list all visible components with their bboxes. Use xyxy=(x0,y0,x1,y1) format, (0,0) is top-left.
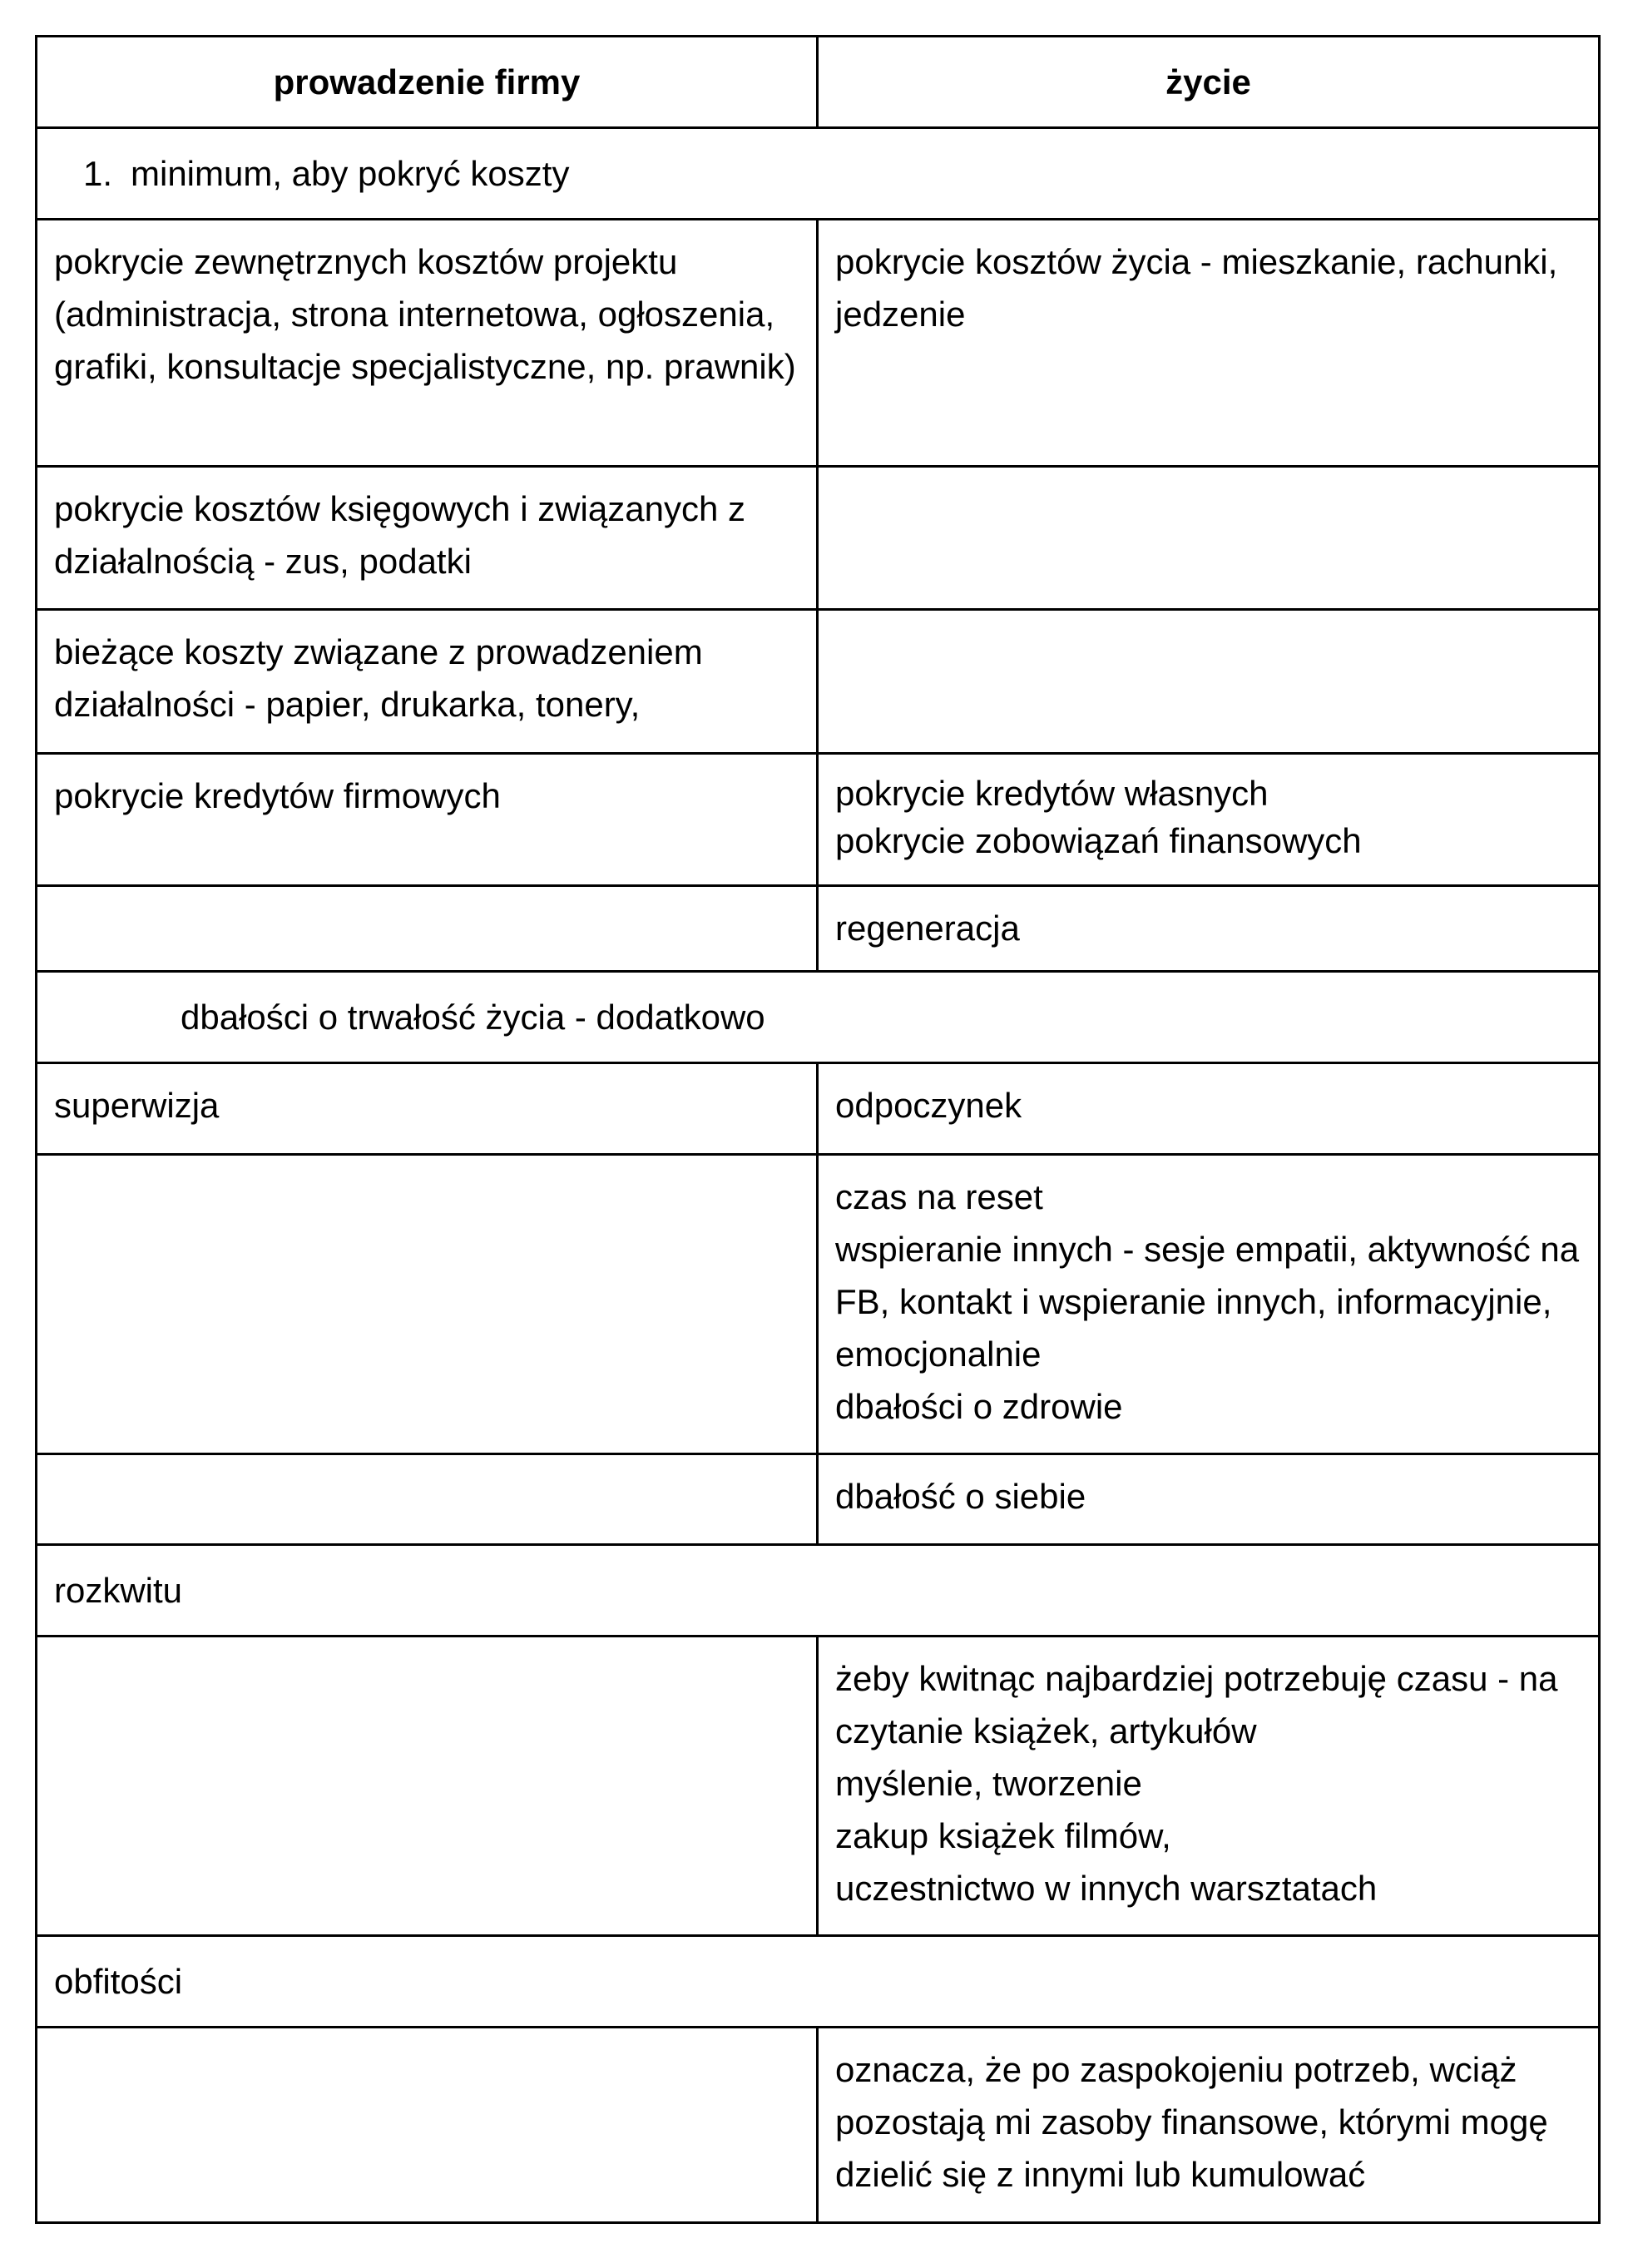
cell-text: regeneracja xyxy=(835,909,1020,948)
cell-text xyxy=(54,1637,799,1667)
table-row xyxy=(37,610,1600,754)
section-row-trwalosc xyxy=(37,972,1600,1063)
header-row xyxy=(37,37,1600,128)
section-row-minimum xyxy=(37,128,1600,220)
section-row-obfitosci xyxy=(37,1936,1600,2028)
cell-firma xyxy=(37,754,818,886)
section-title-obfitosci: obfitości xyxy=(54,1962,183,2001)
cell-firma xyxy=(37,1155,818,1454)
cell-zycie xyxy=(818,1155,1600,1454)
cell-text xyxy=(835,468,1581,498)
cell-text: dbałość o siebie xyxy=(835,1477,1086,1516)
column-header-zycie xyxy=(818,37,1600,128)
cell-text xyxy=(835,611,1581,641)
cell-firma xyxy=(37,467,818,610)
cell-text: superwizja xyxy=(54,1086,220,1125)
table-row xyxy=(37,1155,1600,1454)
cell-text: pokrycie kredytów firmowych xyxy=(54,776,501,815)
cell-zycie xyxy=(818,467,1600,610)
cell-zycie xyxy=(818,220,1600,467)
cell-firma xyxy=(37,1454,818,1545)
cell-zycie xyxy=(818,2028,1600,2223)
cell-firma xyxy=(37,886,818,972)
cell-text xyxy=(54,1455,799,1485)
column-header-zycie-label: życie xyxy=(1165,62,1251,102)
cell-firma xyxy=(37,610,818,754)
table-row xyxy=(37,754,1600,886)
cell-text: odpoczynek xyxy=(835,1086,1022,1125)
section-title-trwalosc: dbałości o trwałość życia - dodatkowo xyxy=(181,998,765,1037)
cell-firma xyxy=(37,1063,818,1155)
cell-zycie xyxy=(818,610,1600,754)
table-row xyxy=(37,1063,1600,1155)
cell-zycie xyxy=(818,886,1600,972)
table-row xyxy=(37,886,1600,972)
cell-zycie xyxy=(818,754,1600,886)
document-table xyxy=(35,35,1601,2224)
section-number: 1. xyxy=(82,154,112,193)
cell-firma xyxy=(37,1637,818,1936)
column-header-firma-label: prowadzenie firmy xyxy=(273,62,581,102)
cell-firma xyxy=(37,220,818,467)
cell-text: pokrycie kosztów księgowych i związanych z działalnością - zus, podatki xyxy=(54,489,745,581)
cell-firma xyxy=(37,2028,818,2223)
cell-text xyxy=(54,2028,799,2058)
section-heading-minimum xyxy=(37,128,1600,220)
table-row xyxy=(37,2028,1600,2223)
cell-text: pokrycie kredytów własnych pokrycie zobowiązań finansowych xyxy=(835,774,1362,860)
section-heading-obfitosci xyxy=(37,1936,1600,2028)
table-row xyxy=(37,1637,1600,1936)
cell-text xyxy=(54,887,799,917)
cell-text: pokrycie kosztów życia - mieszkanie, rachunki, jedzenie xyxy=(835,242,1558,334)
cell-zycie xyxy=(818,1454,1600,1545)
column-header-firma xyxy=(37,37,818,128)
cell-zycie xyxy=(818,1063,1600,1155)
section-title-minimum: minimum, aby pokryć koszty xyxy=(131,154,570,193)
cell-zycie xyxy=(818,1637,1600,1936)
cell-text: żeby kwitnąc najbardziej potrzebuję czasu - na czytanie książek, artykułów myślenie, tworzenie zakup książek filmów, uczestnictwo w innych warsztatach xyxy=(835,1659,1558,1908)
cell-text: czas na reset wspieranie innych - sesje empatii, aktywność na FB, kontakt i wspieranie innych, informacyjnie, emocjonalnie dbałości o zdrowie xyxy=(835,1177,1580,1426)
cell-text: oznacza, że po zaspokojeniu potrzeb, wciąż pozostają mi zasoby finansowe, którymi mogę dzielić się z innymi lub kumulować xyxy=(835,2050,1548,2194)
table-row xyxy=(37,220,1600,467)
section-title-rozkwitu: rozkwitu xyxy=(54,1571,183,1610)
table-row xyxy=(37,467,1600,610)
table-row xyxy=(37,1454,1600,1545)
cell-text: pokrycie zewnętrznych kosztów projektu (administracja, strona internetowa, ogłoszenia, grafiki, konsultacje specjalistyczne, np. prawnik) xyxy=(54,242,796,386)
section-row-rozkwitu xyxy=(37,1545,1600,1637)
cell-text: bieżące koszty związane z prowadzeniem działalności - papier, drukarka, tonery, xyxy=(54,632,703,724)
section-heading-rozkwitu xyxy=(37,1545,1600,1637)
section-heading-trwalosc xyxy=(37,972,1600,1063)
cell-text xyxy=(54,1156,799,1186)
